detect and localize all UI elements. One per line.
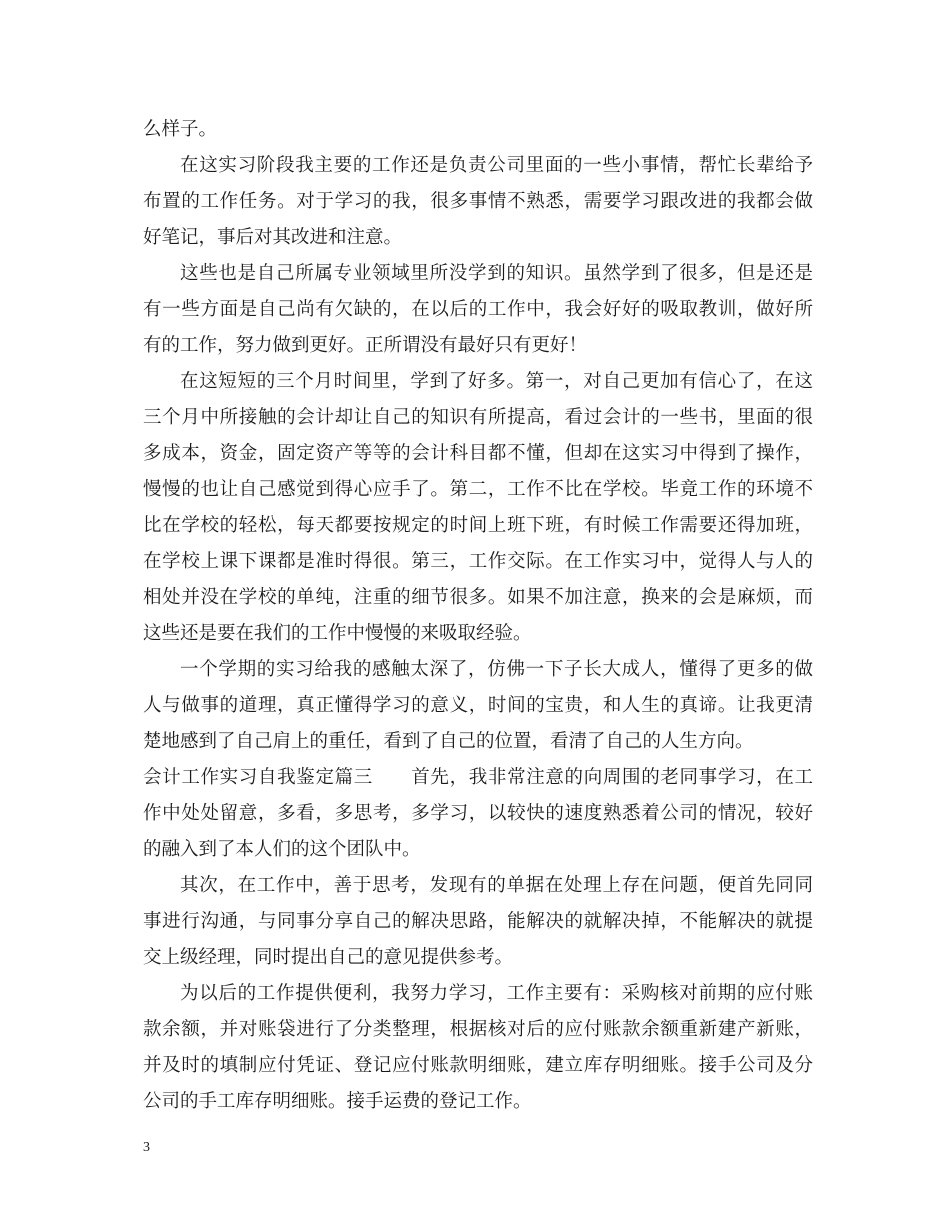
text-line: 事进行沟通，与同事分享自己的解决思路，能解决的就解决掉，不能解决的就提 [143,911,813,932]
text-line: 么样子。 [143,119,218,140]
text-line: 公司的手工库存明细账。接手运费的登记工作。 [143,1091,532,1112]
text-line: 比在学校的轻松，每天都要按规定的时间上班下班，有时候工作需要还得加班， [143,515,813,536]
text-line: 多成本，资金，固定资产等等的会计科目都不懂，但却在这实习中得到了操作， [143,443,813,464]
text-line: 楚地感到了自己肩上的重任，看到了自己的位置，看清了自己的人生方向。 [143,731,754,752]
text-line: 其次，在工作中，善于思考，发现有的单据在处理上存在问题，便首先同同 [180,875,813,896]
text-line: 作中处处留意，多看，多思考，多学习，以较快的速度熟悉着公司的情况，较好 [143,803,813,824]
text-line: 慢慢的也让自己感觉到得心应手了。第二，工作不比在学校。毕竟工作的环境不 [143,479,813,500]
text-line: 一个学期的实习给我的感触太深了，仿佛一下子长大成人，懂得了更多的做 [180,659,813,680]
text-line: 并及时的填制应付凭证、登记应付账款明细账，建立库存明细账。接手公司及分 [143,1055,813,1076]
text-line: 人与做事的道理，真正懂得学习的意义，时间的宝贵，和人生的真谛。让我更清 [143,695,813,716]
text-line: 这些也是自己所属专业领域里所没学到的知识。虽然学到了很多，但是还是 [180,263,813,284]
text-line: 布置的工作任务。对于学习的我，很多事情不熟悉，需要学习跟改进的我都会做 [143,191,813,212]
text-line: 好笔记，事后对其改进和注意。 [143,227,403,248]
text-line: 交上级经理，同时提出自己的意见提供参考。 [143,947,514,968]
page-number: 3 [143,1140,150,1155]
text-line: 在学校上课下课都是准时得很。第三，工作交际。在工作实习中，觉得人与人的 [143,551,813,572]
text-line: 款余额，并对账袋进行了分类整理，根据核对后的应付账款余额重新建产新账， [143,1019,813,1040]
text-line: 为以后的工作提供便利，我努力学习，工作主要有：采购核对前期的应付账 [180,983,813,1004]
text-line: 有一些方面是自己尚有欠缺的，在以后的工作中，我会好好的吸取教训，做好所 [143,299,813,320]
text-line: 这些还是要在我们的工作中慢慢的来吸取经验。 [143,623,532,644]
text-line: 的融入到了本人们的这个团队中。 [143,839,421,860]
text-line: 有的工作，努力做到更好。正所谓没有最好只有更好！ [143,335,588,356]
text-line: 会计工作实习自我鉴定篇三 首先，我非常注意的向周围的老同事学习，在工 [143,767,813,788]
text-line: 在这短短的三个月时间里，学到了好多。第一，对自己更加有信心了，在这 [180,371,813,392]
text-line: 三个月中所接触的会计却让自己的知识有所提高，看过会计的一些书，里面的很 [143,407,813,428]
text-line: 相处并没在学校的单纯，注重的细节很多。如果不加注意，换来的会是麻烦，而 [143,587,813,608]
text-line: 在这实习阶段我主要的工作还是负责公司里面的一些小事情，帮忙长辈给予 [180,155,813,176]
